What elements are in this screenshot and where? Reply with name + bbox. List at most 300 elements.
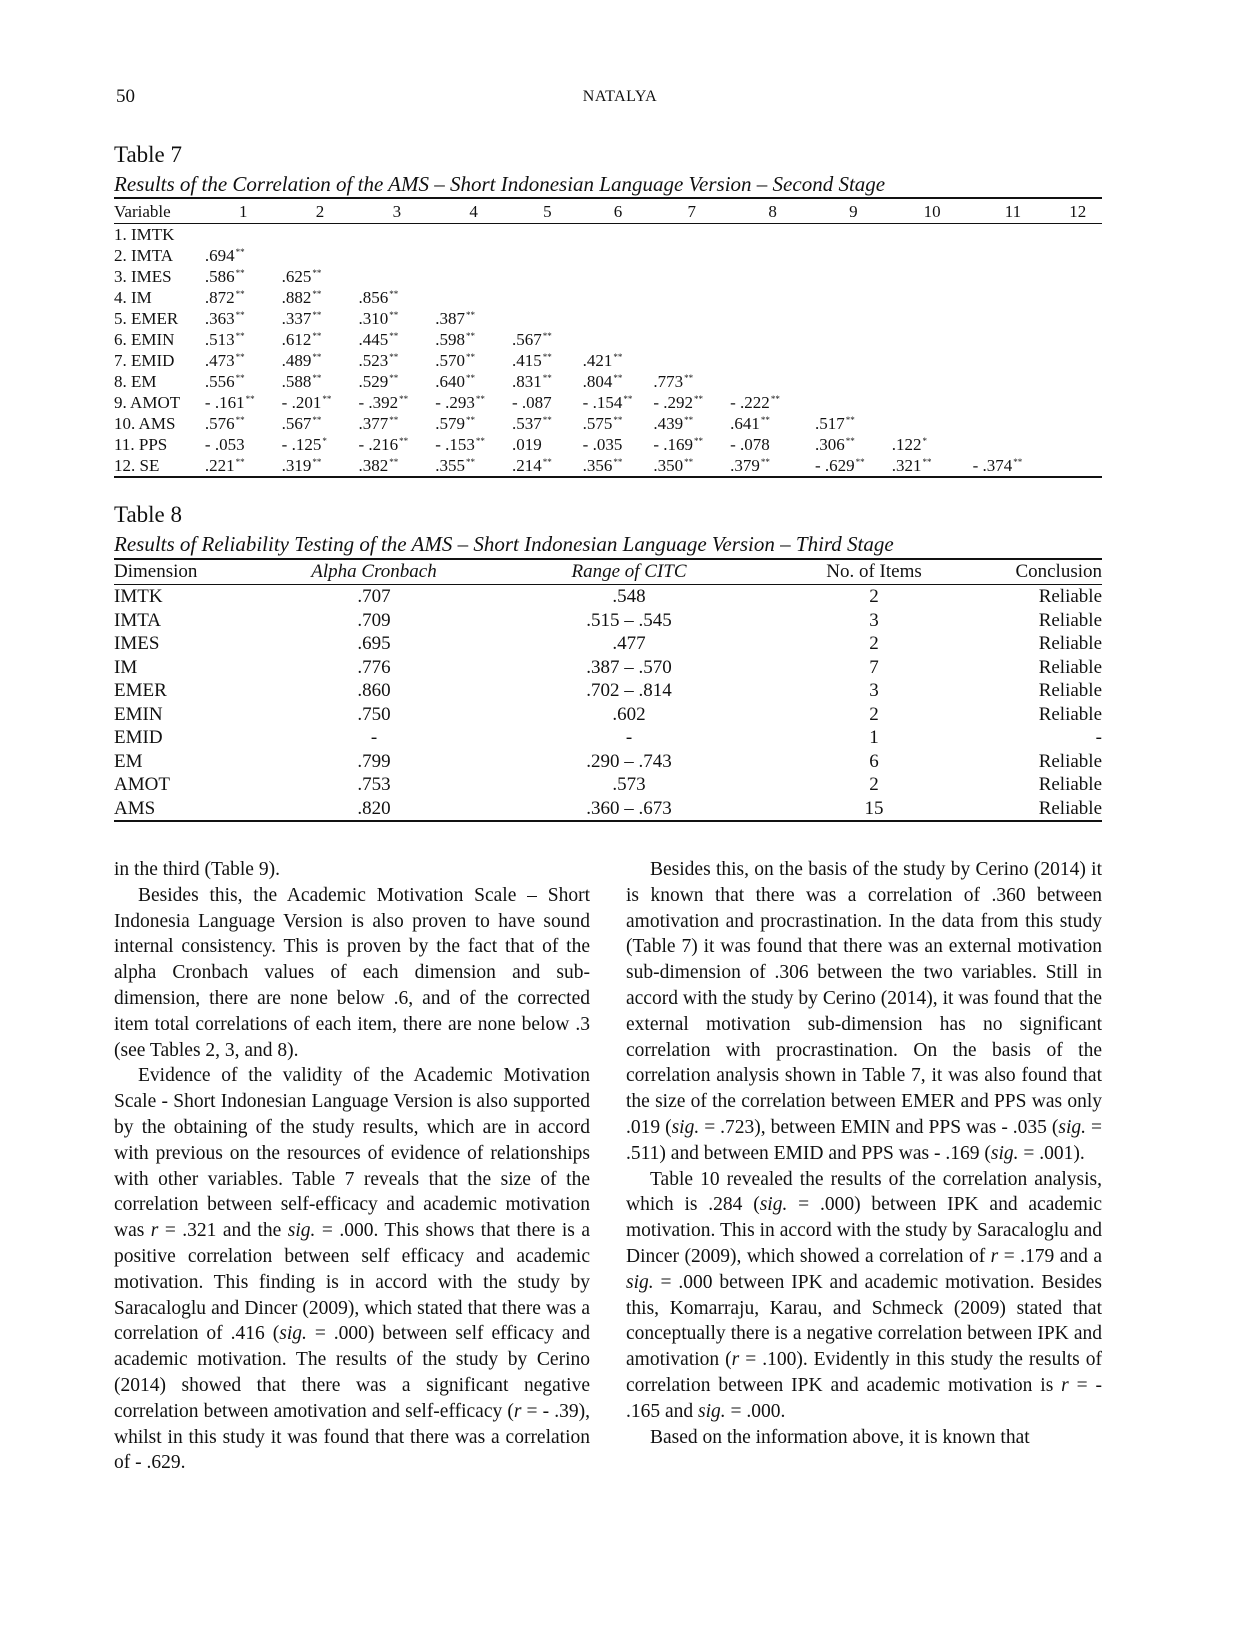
table7-cell [1053,224,1102,246]
text-segment: = .511) and between EMID and PPS was - .169 ( [626,1116,1102,1164]
table7-header-col: 3 [358,198,435,224]
table8-cell: .477 [612,633,646,654]
text-segment: sig. [287,1220,316,1242]
table7-cell [583,245,654,266]
table7-cell [815,245,892,266]
significance-mark: ** [245,394,255,404]
table7-cell [512,413,583,434]
table7-cell [583,455,654,477]
table7-cell [435,455,512,477]
table8-cell: .799 [357,750,391,772]
correlation-value: .872 [204,288,235,307]
text-segment: r [513,1400,522,1422]
correlation-value: - .154 [582,393,623,412]
correlation-value: .382 [358,456,389,475]
table7-cell [583,329,654,350]
significance-mark: ** [465,373,475,383]
correlation-value: - .078 [730,435,770,454]
table8-row [114,585,1102,609]
significance-mark: ** [312,373,322,383]
table7-row [114,392,1102,413]
text-segment: sig. [759,1194,788,1216]
table7-row-label: 7. EMID [114,351,175,370]
table7-row [114,287,1102,308]
text-segment: Besides this, the Academic Motivation Scale – Short Indonesia Language Version is also proven to have sound internal consistency. This is proven by the fact that of the alpha Cronbach values of each dimension and sub-dimension, there are none below .6, and of the corrected item total correlations of each item, there are none below .3 (see Tables 2, 3, and 8). [114,884,590,1061]
table7-title: Table 7 [114,142,183,167]
text-segment: = .000) between IPK and academic motivation. This in accord with the study by Saracaloglu and Dincer (2009), which showed a correlation of [626,1194,1102,1267]
correlation-value: - .125 [281,435,322,454]
significance-mark: ** [922,457,932,467]
significance-mark: ** [389,373,399,383]
table7-cell [512,308,583,329]
table8-cell: .820 [264,797,484,822]
correlation-value: .439 [653,414,684,433]
text-segment: sig. [698,1400,726,1422]
table7-row [114,329,1102,350]
text-segment: Evidence of the validity of the Academic Motivation Scale - Short Indonesian Language Version is also supported by the obtaining of the study results, which are in accord with previous on the resources of evidence of relationships with other variables. Table 7 reveals that the size of the correlation between self-efficacy and academic motivation was [114,1065,590,1242]
correlation-value: - .153 [435,435,475,454]
table7-cell [358,308,435,329]
table7-cell [583,434,654,455]
table7-cell [512,287,583,308]
text-segment: in the third (Table 9). [114,859,280,880]
significance-mark: ** [312,457,322,467]
table7-cell [815,434,892,455]
table8-cell: .573 [612,774,646,795]
table8-cell: Reliable [1038,774,1102,795]
table7-cell [653,413,730,434]
significance-mark: ** [613,415,623,425]
correlation-value: .513 [204,330,235,349]
table7-cell [205,413,282,434]
table7-cell [358,371,435,392]
table7-cell [815,329,892,350]
table7-cell [653,329,730,350]
correlation-value: .537 [511,414,542,433]
significance-mark: ** [235,268,245,278]
significance-mark: ** [760,415,770,425]
table8-header-row [114,559,1102,585]
correlation-value: .588 [281,372,312,391]
table7-cell [358,455,435,477]
correlation-value: .882 [281,288,312,307]
significance-mark: ** [694,394,704,404]
significance-mark: ** [399,394,409,404]
table7-cell [1053,455,1102,477]
table7-cell [973,245,1054,266]
correlation-value: .306 [814,435,845,454]
correlation-value: .773 [653,372,684,391]
text-segment: = .001). [1018,1142,1085,1164]
table7-row-label: 6. EMIN [114,330,175,349]
significance-mark: ** [389,289,399,299]
table7-cell [583,224,654,246]
table8-cell: .860 [357,680,391,701]
significance-mark: ** [542,457,552,467]
significance-mark: ** [684,415,694,425]
body-column-left [114,857,590,1476]
table7-cell [973,329,1054,350]
table8-row [114,679,1102,703]
table8-cell: IMTK [114,586,163,607]
table8-row [114,797,1102,822]
table7-cell [730,413,815,434]
table7-header-col: 1 [205,198,282,224]
correlation-value: .529 [358,372,389,391]
significance-mark: ** [465,331,475,341]
correlation-value: .377 [358,414,389,433]
significance-mark: ** [465,310,475,320]
table7-cell [435,308,512,329]
table7-cell [653,455,730,477]
table7-row-label: 8. EM [114,372,157,391]
table7-cell [1053,329,1102,350]
text-segment: = .000 between IPK and academic motivation. Besides this, Komarraju, Karau, and Schmeck (2009) stated that conceptually there is a negative correlation between IPK and amotivation ( [626,1271,1102,1371]
table7-header-col: 11 [973,198,1054,224]
table8-row [114,750,1102,774]
significance-mark: ** [1013,457,1023,467]
table8-cell: .290 – .743 [586,750,672,772]
significance-mark: ** [235,247,245,257]
table8-cell: Reliable [1038,656,1102,678]
table7-cell [892,266,973,287]
table8-title: Table 8 [114,502,183,527]
table7-cell [205,455,282,477]
significance-mark: ** [235,373,245,383]
table7-row [114,266,1102,287]
table7-cell [282,224,359,246]
table8-cell: 1 [869,727,879,748]
correlation-value: - .293 [435,393,475,412]
table7-row [114,455,1102,477]
table8-cell: 3 [869,609,879,631]
table7-cell [435,371,512,392]
table7-cell [973,350,1054,371]
table7-cell [1053,434,1102,455]
correlation-value: - .087 [511,393,552,412]
table7-cell [205,245,282,266]
significance-mark: ** [235,331,245,341]
table7-row [114,245,1102,266]
table7-cell [512,266,583,287]
table7-cell [973,287,1054,308]
table7-cell [892,350,973,371]
significance-mark: ** [312,310,322,320]
table7-cell [358,329,435,350]
significance-mark: ** [542,331,552,341]
body-paragraph [626,1425,1102,1451]
table7-cell [653,308,730,329]
table8-cell: IM [114,656,138,678]
table7-cell [205,434,282,455]
significance-mark: ** [475,436,485,446]
table8-cell: AMOT [114,774,170,795]
table7-cell [653,245,730,266]
table8-cell: .695 [357,633,391,654]
table7-cell [583,287,654,308]
significance-mark: ** [770,394,780,404]
table8-row [114,609,1102,633]
significance-mark: ** [542,352,552,362]
table7-header-col: 6 [583,198,654,224]
table7-cell [435,392,512,413]
table8-cell: Reliable [1038,750,1102,772]
table7-cell [583,308,654,329]
correlation-value: .221 [204,456,235,475]
table7-cell [282,308,359,329]
table7-cell [730,392,815,413]
table7-cell [730,329,815,350]
correlation-value: - .216 [358,435,399,454]
table7-cell [973,371,1054,392]
table7-cell [892,455,973,477]
significance-mark: ** [312,268,322,278]
table8-cell: Reliable [974,797,1102,822]
text-segment: = - .165 and [626,1374,1102,1422]
body-paragraph [626,857,1102,1167]
significance-mark: ** [235,457,245,467]
table7-header-col: 8 [730,198,815,224]
table7-cell [1053,413,1102,434]
table7-cell [1053,392,1102,413]
table7-correlation-matrix [114,197,1102,478]
significance-mark: ** [465,457,475,467]
table7-cell [282,455,359,477]
correlation-value: .350 [653,456,684,475]
table8-cell: .602 [612,703,646,725]
body-paragraph [114,1063,590,1476]
table7-cell [973,308,1054,329]
text-segment: sig. [279,1323,307,1345]
text-segment: r [731,1349,740,1371]
correlation-value: - .629 [814,456,855,475]
table8-header-col: Alpha Cronbach [264,559,484,585]
significance-mark: ** [322,394,332,404]
correlation-value: .473 [204,351,235,370]
significance-mark: ** [235,352,245,362]
table8-cell: .750 [357,703,391,725]
table7-cell [653,350,730,371]
correlation-value: .556 [204,372,235,391]
table8-cell: Reliable [1038,680,1102,701]
table7-cell [282,392,359,413]
table7-row [114,371,1102,392]
table7-cell [973,434,1054,455]
table7-cell [435,434,512,455]
significance-mark: ** [684,373,694,383]
correlation-value: .579 [435,414,465,433]
table7-cell [282,329,359,350]
table8-cell: Reliable [1038,703,1102,725]
table8-row [114,703,1102,727]
table7-cell [892,224,973,246]
correlation-value: .319 [281,456,312,475]
table7-cell [358,287,435,308]
table7-header-col: 9 [815,198,892,224]
significance-mark: ** [684,457,694,467]
table7-cell [205,287,282,308]
table7-cell [282,287,359,308]
table7-cell [282,245,359,266]
table8-cell: 2 [869,703,879,725]
table7-cell [815,308,892,329]
correlation-value: .379 [730,456,760,475]
text-segment: r [150,1220,159,1242]
correlation-value: .489 [281,351,312,370]
table7-cell [205,329,282,350]
table7-cell [435,245,512,266]
table7-cell [358,266,435,287]
text-segment: sig. [990,1142,1019,1164]
table7-cell [815,392,892,413]
table7-row-label: 10. AMS [114,414,176,433]
table7-cell [512,224,583,246]
correlation-value: .310 [358,309,389,328]
table7-cell [282,350,359,371]
table7-cell [358,245,435,266]
table7-cell [1053,350,1102,371]
significance-mark: ** [613,457,623,467]
table8-cell: .360 – .673 [484,797,774,822]
table8-reliability [114,558,1102,822]
table7-cell [815,266,892,287]
table7-cell [730,224,815,246]
text-segment: = .100). Evidently in this study the results of correlation between IPK and academic motivation is [626,1349,1102,1396]
table8-cell: .515 – .545 [586,609,672,631]
table7-cell [815,455,892,477]
significance-mark: ** [389,415,399,425]
text-segment: Besides this, on the basis of the study by Cerino (2014) it is known that there was a correlation of .360 between amotivation and procrastination. In the data from this study (Table 7) it was found that there was an external motivation sub-dimension of .306 between the two variables. Still in accord with the study by Cerino (2014), it was found that the external motivation sub-dimension has no significant correlation with procrastination. On the basis of the correlation analysis shown in Table 7, it was also found that the size of the correlation between EMER and PPS was only .019 ( [626,859,1102,1138]
table8-cell: .776 [357,656,391,678]
table8-cell: IMTA [114,609,162,631]
body-paragraph [114,857,590,883]
correlation-value: .567 [281,414,312,433]
significance-mark: ** [235,310,245,320]
table8-cell: - [1095,727,1102,748]
table7-header-col: 10 [892,198,973,224]
table7-row [114,224,1102,246]
table7-cell [973,224,1054,246]
table8-cell: .753 [357,774,391,795]
table7-row [114,434,1102,455]
table7-cell [730,266,815,287]
table7-cell [435,350,512,371]
table7-cell [653,371,730,392]
correlation-value: .831 [511,372,542,391]
correlation-value: .356 [582,456,613,475]
correlation-value: .625 [281,267,312,286]
table7-cell [435,266,512,287]
significance-mark: ** [475,394,485,404]
table7-cell [730,308,815,329]
significance-mark: ** [845,436,855,446]
significance-mark: ** [542,373,552,383]
table7-cell [435,224,512,246]
table7-cell [282,434,359,455]
table7-cell [973,455,1054,477]
table7-cell [653,434,730,455]
table8-cell: 6 [869,750,879,772]
table8-cell: .707 [357,586,391,607]
correlation-value: - .035 [582,435,623,454]
table7-cell [973,392,1054,413]
table7-row-label: 3. IMES [114,267,172,286]
table7-cell [358,224,435,246]
correlation-value: .856 [358,288,389,307]
correlation-value: .363 [204,309,235,328]
table7-cell [730,350,815,371]
table7-header-row [114,198,1102,224]
table7-cell [653,266,730,287]
text-segment: = .000. [725,1400,786,1422]
table8-cell: .548 [612,586,646,607]
table7-cell [815,371,892,392]
table8-cell: Reliable [1038,609,1102,631]
table7-cell [512,371,583,392]
significance-mark: ** [855,457,865,467]
table7-cell [653,392,730,413]
table7-cell [1053,308,1102,329]
table7-cell [730,371,815,392]
table8-caption: Results of Reliability Testing of the AMS – Short Indonesian Language Version – Third Stage [114,532,894,556]
table7-cell [358,392,435,413]
text-segment: = - .39), whilst in this study it was found that there was a correlation of - .629. [114,1400,590,1474]
table8-cell: 2 [869,586,879,607]
body-column-right [626,857,1102,1450]
significance-mark: ** [312,352,322,362]
correlation-value: .214 [511,456,542,475]
table8-cell: 2 [869,774,879,795]
correlation-value: .694 [204,246,235,265]
table8-row [114,726,1102,750]
significance-mark: ** [760,457,770,467]
table7-cell [973,413,1054,434]
table8-cell: 3 [869,680,879,701]
correlation-value: .575 [582,414,613,433]
correlation-value: .019 [511,435,542,454]
table7-cell [1053,287,1102,308]
table8-cell: .387 – .570 [586,656,672,678]
text-segment: = .179 and a [998,1245,1102,1267]
table7-cell [512,392,583,413]
table8-cell: EM [114,750,143,772]
table7-cell [205,308,282,329]
table8-cell: AMS [114,797,264,822]
text-segment: Table 10 revealed the results of the correlation analysis, which is .284 ( [626,1168,1102,1216]
table7-cell [730,434,815,455]
significance-mark: ** [613,352,623,362]
table7-cell [653,224,730,246]
table7-cell [583,371,654,392]
correlation-value: .387 [435,309,465,328]
text-segment: r [990,1245,999,1267]
table7-row-label: 11. PPS [114,435,168,454]
table7-cell [205,350,282,371]
table8-cell: - [625,727,633,748]
significance-mark: ** [694,436,704,446]
table7-cell [730,287,815,308]
table7-cell [205,224,282,246]
table7-cell [205,392,282,413]
correlation-value: .355 [435,456,465,475]
table7-header-col: 2 [282,198,359,224]
correlation-value: - .161 [204,393,245,412]
table7-cell [815,224,892,246]
significance-mark: ** [465,415,475,425]
significance-mark: ** [845,415,855,425]
significance-mark: ** [389,310,399,320]
table7-cell [583,266,654,287]
